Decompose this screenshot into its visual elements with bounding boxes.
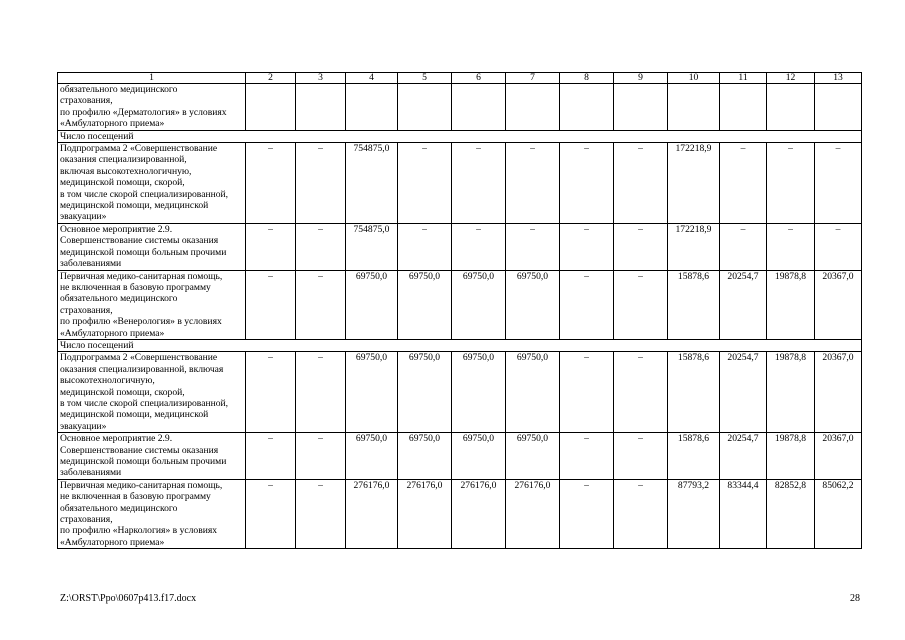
value-cell-col-11: 20254,7 [720, 270, 767, 339]
value-cell-col-5: – [398, 143, 452, 224]
column-header-13: 13 [815, 73, 862, 84]
value-cell-col-5: 69750,0 [398, 270, 452, 339]
value-cell-col-13: 85062,2 [815, 479, 862, 548]
row-name-cell: Подпрограмма 2 «Совершенствование оказания специализированной, включая высокотехнологичную, медицинской помощи, скорой, в том числе скорой специализированной, медицинской помощи, медицинской эвакуации» [58, 352, 246, 433]
column-header-4: 4 [346, 73, 398, 84]
value-cell-col-4: 69750,0 [346, 433, 398, 480]
value-cell-col-11: 20254,7 [720, 352, 767, 433]
value-cell-col-4 [346, 84, 398, 131]
value-cell-col-4: 69750,0 [346, 352, 398, 433]
value-cell-col-12: 82852,8 [767, 479, 815, 548]
budget-table [57, 72, 862, 549]
value-cell-col-3: – [296, 352, 346, 433]
value-cell-col-4: 276176,0 [346, 479, 398, 548]
value-cell-col-12: – [767, 223, 815, 270]
value-cell-col-11: – [720, 143, 767, 224]
column-header-9: 9 [614, 73, 668, 84]
value-cell-col-11: 83344,4 [720, 479, 767, 548]
table-row [58, 433, 862, 480]
value-cell-col-6: 69750,0 [452, 352, 506, 433]
value-cell-col-7: – [506, 223, 560, 270]
page-number: 28 [850, 593, 860, 604]
value-cell-col-2: – [246, 433, 296, 480]
table-row [58, 479, 862, 548]
row-name-cell: Первичная медико-санитарная помощь, не включенная в базовую программу обязательного медицинского страхования, по профилю «Венерология» в условиях «Амбулаторного приема» [58, 270, 246, 339]
value-cell-col-4: 69750,0 [346, 270, 398, 339]
value-cell-col-11: – [720, 223, 767, 270]
column-header-12: 12 [767, 73, 815, 84]
column-header-1: 1 [58, 73, 246, 84]
value-cell-col-2: – [246, 223, 296, 270]
value-cell-col-9: – [614, 433, 668, 480]
value-cell-col-10: 172218,9 [668, 143, 720, 224]
value-cell-col-4: 754875,0 [346, 143, 398, 224]
value-cell-col-5: 69750,0 [398, 433, 452, 480]
row-name-cell: Подпрограмма 2 «Совершенствование оказания специализированной, включая высокотехнологичную, медицинской помощи, скорой, в том числе скорой специализированной, медицинской помощи, медицинской эвакуации» [58, 143, 246, 224]
value-cell-col-13: – [815, 143, 862, 224]
value-cell-col-13: 20367,0 [815, 270, 862, 339]
value-cell-col-12: – [767, 143, 815, 224]
row-name-cell: Первичная медико-санитарная помощь, не включенная в базовую программу обязательного медицинского страхования, по профилю «Наркология» в условиях «Амбулаторного приема» [58, 479, 246, 548]
value-cell-col-2: – [246, 479, 296, 548]
column-header-11: 11 [720, 73, 767, 84]
value-cell-col-10: 15878,6 [668, 352, 720, 433]
value-cell-col-10: 15878,6 [668, 270, 720, 339]
value-cell-col-2: – [246, 270, 296, 339]
value-cell-col-7: 69750,0 [506, 270, 560, 339]
value-cell-col-2: – [246, 352, 296, 433]
column-header-10: 10 [668, 73, 720, 84]
value-cell-col-7: 69750,0 [506, 433, 560, 480]
table-header-row [58, 73, 862, 84]
value-cell-col-5: 69750,0 [398, 352, 452, 433]
column-header-3: 3 [296, 73, 346, 84]
value-cell-col-3: – [296, 143, 346, 224]
value-cell-col-10: 172218,9 [668, 223, 720, 270]
value-cell-col-8: – [560, 223, 614, 270]
value-cell-col-10: 15878,6 [668, 433, 720, 480]
value-cell-col-3 [296, 84, 346, 131]
value-cell-col-11: 20254,7 [720, 433, 767, 480]
value-cell-col-6: – [452, 143, 506, 224]
value-cell-col-6: – [452, 223, 506, 270]
column-header-6: 6 [452, 73, 506, 84]
column-header-5: 5 [398, 73, 452, 84]
table-row [58, 270, 862, 339]
value-cell-col-9: – [614, 352, 668, 433]
value-cell-col-3: – [296, 223, 346, 270]
table-row [58, 84, 862, 131]
value-cell-col-4: 754875,0 [346, 223, 398, 270]
value-cell-col-12: 19878,8 [767, 352, 815, 433]
value-cell-col-13: 20367,0 [815, 433, 862, 480]
value-cell-col-6: 276176,0 [452, 479, 506, 548]
value-cell-col-5: – [398, 223, 452, 270]
value-cell-col-8: – [560, 270, 614, 339]
value-cell-col-12 [767, 84, 815, 131]
value-cell-col-7: 69750,0 [506, 352, 560, 433]
value-cell-col-12: 19878,8 [767, 270, 815, 339]
value-cell-col-3: – [296, 433, 346, 480]
value-cell-col-10: 87793,2 [668, 479, 720, 548]
value-cell-col-5 [398, 84, 452, 131]
row-name-cell: Основное мероприятие 2.9. Совершенствование системы оказания медицинской помощи больным прочими заболеваниями [58, 433, 246, 480]
column-header-2: 2 [246, 73, 296, 84]
value-cell-col-12: 19878,8 [767, 433, 815, 480]
value-cell-col-7: – [506, 143, 560, 224]
value-cell-col-13: – [815, 223, 862, 270]
value-cell-col-7 [506, 84, 560, 131]
column-header-7: 7 [506, 73, 560, 84]
table-row [58, 352, 862, 433]
value-cell-col-6: 69750,0 [452, 433, 506, 480]
value-cell-col-8 [560, 84, 614, 131]
value-cell-col-3: – [296, 479, 346, 548]
value-cell-col-10 [668, 84, 720, 131]
row-name-cell: обязательного медицинского страхования, по профилю «Дерматология» в условиях «Амбулаторного приема» [58, 84, 246, 131]
value-cell-col-9: – [614, 143, 668, 224]
value-cell-col-13: 20367,0 [815, 352, 862, 433]
value-cell-col-6: 69750,0 [452, 270, 506, 339]
value-cell-col-9: – [614, 479, 668, 548]
value-cell-col-11 [720, 84, 767, 131]
row-name-cell: Основное мероприятие 2.9. Совершенствование системы оказания медицинской помощи больным прочими заболеваниями [58, 223, 246, 270]
value-cell-col-7: 276176,0 [506, 479, 560, 548]
value-cell-col-9: – [614, 270, 668, 339]
value-cell-col-2: – [246, 143, 296, 224]
value-cell-col-2 [246, 84, 296, 131]
value-cell-col-3: – [296, 270, 346, 339]
value-cell-col-8: – [560, 479, 614, 548]
value-cell-col-9 [614, 84, 668, 131]
value-cell-col-5: 276176,0 [398, 479, 452, 548]
value-cell-col-8: – [560, 143, 614, 224]
section-label-row [58, 130, 862, 142]
value-cell-col-9: – [614, 223, 668, 270]
table-row [58, 143, 862, 224]
value-cell-col-8: – [560, 352, 614, 433]
value-cell-col-8: – [560, 433, 614, 480]
section-label: Число посещений [58, 130, 862, 142]
section-label: Число посещений [58, 339, 862, 351]
column-header-8: 8 [560, 73, 614, 84]
table-row [58, 223, 862, 270]
value-cell-col-13 [815, 84, 862, 131]
footer-file-path: Z:\ORST\Ppo\0607p413.f17.docx [60, 593, 197, 604]
section-label-row [58, 339, 862, 351]
value-cell-col-6 [452, 84, 506, 131]
